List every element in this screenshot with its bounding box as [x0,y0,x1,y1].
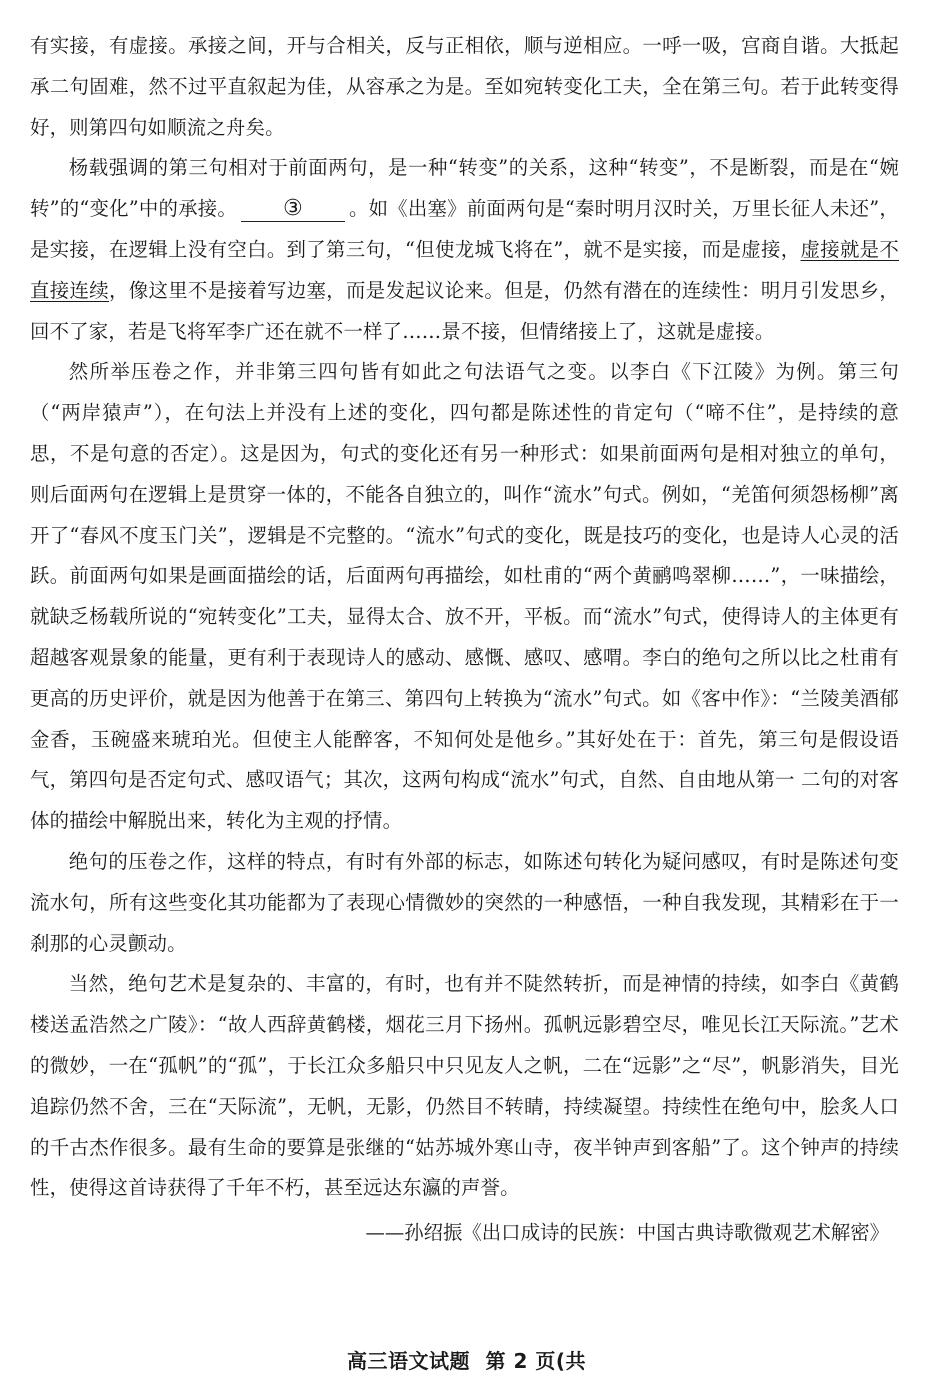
paragraph-2-part-b: 。如《出塞》前面两句是“秦时明月汉时关，万里长征人未还”，是实接，在逻辑上没有空白。到了第三句，“但使龙城飞将在”，就不是实接，而是虚接， [30,197,900,261]
underlined-phrase: 虚接就是不直接连续 [30,237,900,302]
paragraph-4: 绝句的压卷之作，这样的特点，有时有外部的标志，如陈述句转化为疑问感叹，有时是陈述句变流水句，所有这些变化其功能都为了表现心情微妙的突然的一种感悟，一种自我发现，其精彩在于一刹那的心灵颤动。 [30,849,899,955]
paragraph-2-part-c: ，像这里不是接着写边塞，而是发起议论来。但是，仍然有潜在的连续性：明月引发思乡，回不了家，若是飞将军李广还在就不一样了……景不接，但情绪接上了，这就是虚接。 [30,278,899,343]
paragraph-3: 然所举压卷之作，并非第三四句皆有如此之句法语气之变。以李白《下江陵》为例。第三句（“两岸猿声”），在句法上并没有上述的变化，四句都是陈述性的肯定句（“啼不住”，是持续的意思，不是句意的否定）。这是因为，句式的变化还有另一种形式：如果前面两句是相对独立的单句，则后面两句在逻辑上是贯穿一体的，不能各自独立的，叫作“流水”句式。例如，“羌笛何须怨杨柳”离开了“春风不度玉门关”，逻辑是不完整的。“流水”句式的变化，既是技巧的变化，也是诗人心灵的活跃。前面两句如果是画面描绘的话，后面两句再描绘，如杜甫的“两个黄鹂鸣翠柳……”，一味描绘，就缺乏杨载所说的“宛转变化”工夫，显得太合、放不开，平板。而“流水”句式，使得诗人的主体更有超越客观景象的能量，更有利于表现诗人的感动、感慨、感叹、感喟。李白的绝句之所以比之杜甫有更高的历史评价，就是因为他善于在第三、第四句上转换为“流水”句式。如《客中作》：“兰陵美酒郁金香，玉碗盛来琥珀光。但使主人能醉客，不知何处是他乡。”其好处在于：首先，第三句是假设语气，第四句是否定句式、感叹语气；其次，这两句构成“流水”句式，自然、自由地从第一 二句的对客体的描绘中解脱出来，转化为主观的抒情。 [30,360,899,833]
page-number: 第 2 页(共 [485,1349,586,1373]
source-citation: ——孙绍振《出口成诗的民族：中国古典诗歌微观艺术解密》 [365,1221,889,1245]
paragraph-2-part-a: 杨载强调的第三句相对于前面两句，是一种“转变”的关系，这种“转变”，不是断裂，而是在“婉转”的“变化”中的承接。 [30,156,899,221]
exam-title: 高三语文试题 [347,1349,471,1373]
fill-in-blank-3 [241,197,345,222]
paragraph-5: 当然，绝句艺术是复杂的、丰富的，有时，也有并不陡然转折，而是神情的持续，如李白《黄鹤楼送孟浩然之广陵》：“故人西辞黄鹤楼，烟花三月下扬州。孤帆远影碧空尽，唯见长江天际流。”艺术的微妙，一在“孤帆”的“孤”，于长江众多船只中只见友人之帆，二在“远影”之“尽”，帆影消失，目光追踪仍然不舍，三在“天际流”，无帆，无影，仍然目不转睛，持续凝望。持续性在绝句中，脍炙人口的千古杰作很多。最有生命的要算是张继的“姑苏城外寒山寺，夜半钟声到客船”了。这个钟声的持续性，使得这首诗获得了千年不朽，甚至远达东瀛的声誉。 [30,972,899,1200]
paragraph-2 [30,148,899,352]
page-footer [0,1345,933,1374]
blank-number-mark: ③ [283,196,303,222]
paragraph-1: 有实接，有虚接。承接之间，开与合相关，反与正相依，顺与逆相应。一呼一吸，宫商自谐。大抵起承二句固难，然不过平直叙起为佳，从容承之为是。至如宛转变化工夫，全在第三句。若于此转变得好，则第四句如顺流之舟矣。 [30,34,899,139]
